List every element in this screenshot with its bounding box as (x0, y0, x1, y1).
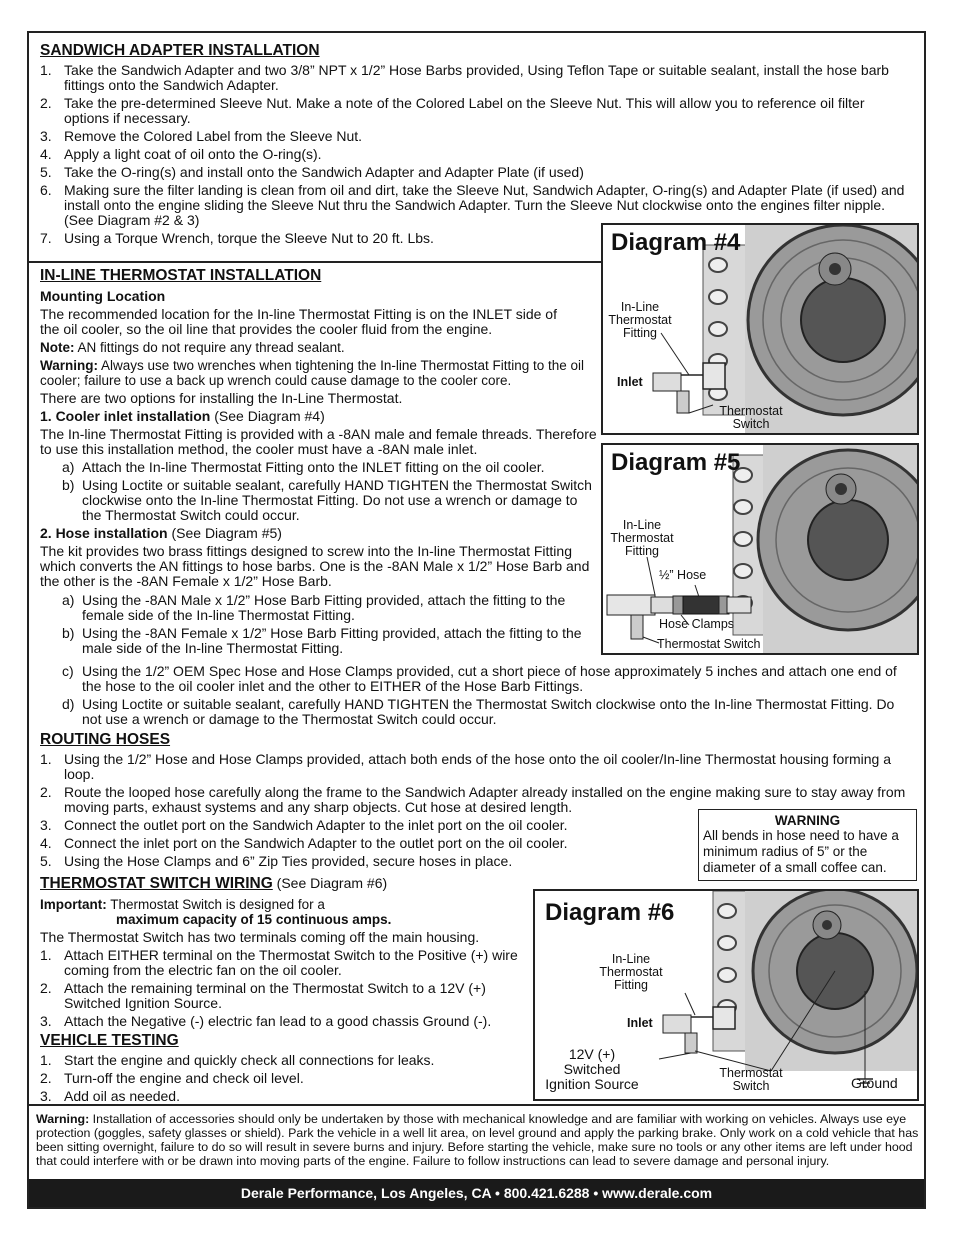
fitting-label: In-Line Thermostat Fitting (599, 952, 663, 992)
switch-label: Thermostat Switch (719, 404, 783, 431)
list-item: 4. Apply a light coat of oil onto the O-ring(s). (40, 146, 322, 162)
list-item: 2. Take the pre-determined Sleeve Nut. Make a note of the Colored Label on the Sleeve Nut. This will allow you to reference oil filter options if necessary. (40, 95, 865, 126)
diagram-5 (601, 443, 919, 655)
important-bold: maximum capacity of 15 continuous amps. (116, 912, 392, 927)
list-item: 4. Connect the inlet port on the Sandwich Adapter to the outlet port on the oil cooler. (40, 835, 568, 851)
list-item: 5. Using the Hose Clamps and 6” Zip Ties provided, secure hoses in place. (40, 853, 513, 869)
option2-steps-wide (62, 664, 912, 730)
thermostat-section (40, 267, 600, 659)
diagram-4 (601, 223, 919, 435)
note-text: Note: AN fittings do not require any thread sealant. (40, 340, 345, 355)
wiring-heading: THERMOSTAT SWITCH WIRING (See Diagram #6) (40, 875, 388, 892)
testing-heading: VEHICLE TESTING (40, 1032, 179, 1049)
important-text: Important: Thermostat Switch is designed for a (40, 897, 325, 912)
testing-steps (40, 1053, 540, 1104)
diagram-5-title: Diagram #5 (611, 449, 741, 476)
sandwich-steps (40, 63, 910, 246)
list-item: 7. Using a Torque Wrench, torque the Sleeve Nut to 20 ft. Lbs. (40, 230, 434, 246)
diagram-6-title: Diagram #6 (545, 899, 675, 926)
wiring-section (40, 875, 540, 1107)
list-item: 5. Take the O-ring(s) and install onto the Sandwich Adapter and Adapter Plate (if used) (40, 164, 584, 180)
list-item: 3. Connect the outlet port on the Sandwich Adapter to the inlet port on the oil cooler. (40, 817, 568, 833)
option1-heading: 1. Cooler inlet installation (See Diagram #4) (40, 408, 325, 424)
options-text: There are two options for installing the In-Line Thermostat. (40, 390, 403, 406)
warning-box-title: WARNING (774, 813, 841, 828)
list-item: c) Using the 1/2” OEM Spec Hose and Hose Clamps provided, cut a short piece of hose approximately 5 inches and attach one end of the hose to the oil cooler inlet and the other to EITHER of the Hose Barb Fittings. (62, 663, 897, 694)
hose-label: ½” Hose (659, 568, 707, 582)
sandwich-section (40, 42, 910, 249)
thermostat-heading: IN-LINE THERMOSTAT INSTALLATION (40, 267, 322, 284)
ground-label: Ground (851, 1075, 898, 1091)
list-item: 1. Start the engine and quickly check all connections for leaks. (40, 1052, 435, 1068)
list-item: 3. Add oil as needed. (40, 1088, 180, 1104)
list-item: 3. Attach the Negative (-) electric fan lead to a good chassis Ground (-). (40, 1013, 492, 1029)
list-item: b) Using the -8AN Female x 1/2” Hose Barb Fitting provided, attach the fitting to the male side of the In-line Thermostat Fitting. (62, 625, 582, 656)
mounting-heading: Mounting Location (40, 288, 166, 304)
switch-label: Thermostat Switch (657, 637, 761, 651)
warning-text: Warning: Always use two wrenches when tightening the In-line Thermostat Fitting to the oil cooler; failure to use a back up wrench could cause damage to the cooler core. (40, 358, 585, 388)
fitting-label: In-Line Thermostat Fitting (608, 300, 672, 340)
list-item: 2. Route the looped hose carefully along the frame to the Sandwich Adapter already installed on the engine making sure to stay away from moving parts, exhaust systems and any sharp objects. Cut hose at desired length. (40, 784, 906, 815)
footer-contact: Derale Performance, Los Angeles, CA • 800.421.6288 • www.derale.com (29, 1179, 924, 1207)
routing-heading: ROUTING HOSES (40, 731, 171, 748)
list-item: a) Using the -8AN Male x 1/2” Hose Barb Fitting provided, attach the fitting to the female side of the In-line Thermostat Fitting. (62, 592, 566, 623)
list-item: 3. Remove the Colored Label from the Sleeve Nut. (40, 128, 363, 144)
option2-text: The kit provides two brass fittings designed to screw into the In-line Thermostat Fitting which converts the AN fittings to hose barbs. One is the -8AN Male x 1/2” Hose Barb and the other is the -8AN Female x 1/2” Hose Barb. (40, 543, 590, 589)
general-warning: Warning: Installation of accessories should only be undertaken by those with mechanical knowledge and are familiar with working on vehicles. Always use eye protection (goggles, safety glasses or shield). Park the vehicle in a well lit area, on level ground and apply the parking brake. Only work on a cold vehicle that has been sitting overnight, failure to do so will result in severe burns and injury. Before starting the vehicle, make sure no tools or any other items are left under hood that could interfere with or be drawn into moving parts of the engine. Failure to follow instructions can lead to severe damage and personal injury. (36, 1112, 919, 1168)
instruction-page (27, 31, 926, 1209)
switch-label: Thermostat Switch (719, 1066, 783, 1093)
warning-divider (29, 1104, 924, 1106)
diagram-6 (533, 889, 919, 1101)
list-item: 2. Attach the remaining terminal on the Thermostat Switch to a 12V (+) Switched Ignition Source. (40, 980, 486, 1011)
hose-warning-box (698, 809, 917, 881)
ignition-source-label: 12V (+) Switched Ignition Source (545, 1046, 639, 1092)
option2-heading: 2. Hose installation (See Diagram #5) (40, 525, 282, 541)
list-item: 1. Take the Sandwich Adapter and two 3/8” NPT x 1/2” Hose Barbs provided, Using Teflon Tape or suitable sealant, install the hose barb fittings onto the Sandwich Adapter. (40, 62, 889, 93)
section-divider (29, 261, 601, 263)
option1-steps (62, 460, 592, 523)
list-item: 2. Turn-off the engine and check oil level. (40, 1070, 304, 1086)
wiring-steps (40, 948, 540, 1029)
list-item: 1. Using the 1/2” Hose and Hose Clamps provided, attach both ends of the hose onto the oil cooler/In-line Thermostat housing forming a loop. (40, 751, 891, 782)
list-item: 6. Making sure the filter landing is clean from oil and dirt, take the Sleeve Nut, Sandwich Adapter, O-ring(s) and Adapter Plate (if used) and install onto the engine sliding the Sleeve Nut thru the Sandwich Adapter. Turn the Sleeve Nut clockwise onto the engines filter nipple. (See Diagram #2 & 3) (40, 182, 905, 228)
list-item: d) Using Loctite or suitable sealant, carefully HAND TIGHTEN the Thermostat Switch clockwise onto the In-line Thermostat Fitting. Do not use a wrench or damage to the Thermostat Switch could occur. (62, 696, 895, 727)
list-item: 1. Attach EITHER terminal on the Thermostat Switch to the Positive (+) wire coming from the electric fan on the oil cooler. (40, 947, 518, 978)
option2-steps (62, 593, 587, 656)
diagram-4-title: Diagram #4 (611, 229, 741, 256)
terminals-text: The Thermostat Switch has two terminals coming off the main housing. (40, 929, 480, 945)
mounting-text: The recommended location for the In-line Thermostat Fitting is on the INLET side of the oil cooler, so the oil line that provides the cooler fluid from the engine. (40, 306, 557, 337)
fitting-label: In-Line Thermostat Fitting (610, 518, 674, 558)
clamps-label: Hose Clamps (659, 617, 735, 631)
option1-text: The In-line Thermostat Fitting is provided with a -8AN male and female threads. Therefore to use this installation method, the cooler must have a -8AN male inlet. (40, 426, 597, 457)
list-item: a) Attach the In-line Thermostat Fitting onto the INLET fitting on the oil cooler. (62, 459, 545, 475)
list-item: b) Using Loctite or suitable sealant, carefully HAND TIGHTEN the Thermostat Switch clockwise onto the In-line Thermostat Fitting. Do not use a wrench or damage to the Thermostat Switch could occur. (62, 477, 592, 523)
warning-box-text: All bends in hose need to have a minimum radius of 5” or the diameter of a small coffee can. (703, 828, 899, 875)
inlet-label: Inlet (627, 1016, 653, 1030)
sandwich-heading: SANDWICH ADAPTER INSTALLATION (40, 42, 320, 59)
inlet-label: Inlet (617, 375, 643, 389)
